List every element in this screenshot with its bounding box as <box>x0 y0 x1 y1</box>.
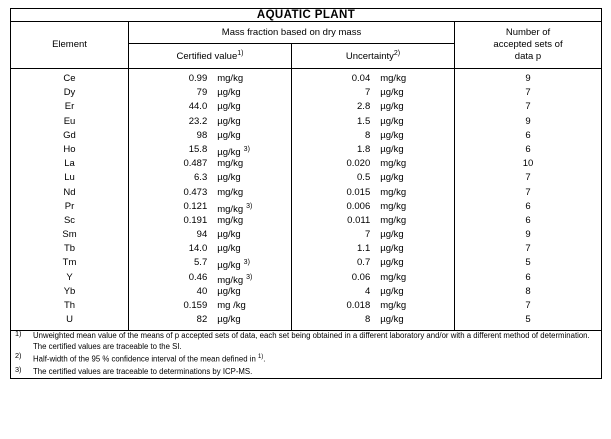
element-symbol: Lu <box>64 172 75 184</box>
uncertainty-cell <box>292 256 454 270</box>
footnote-item <box>11 364 601 378</box>
certified-value-number: 23.2 <box>188 115 208 127</box>
element-symbol: Dy <box>63 87 76 99</box>
uncertainty-unit: µg/kg <box>380 172 404 184</box>
element-symbol: Sc <box>63 214 76 226</box>
certified-value-number: 94 <box>196 229 208 241</box>
certified-value-cell <box>129 285 291 299</box>
element-symbol: Pr <box>64 200 75 212</box>
uncertainty-footnote-ref: 2) <box>393 49 401 57</box>
certified-value-number: 0.487 <box>183 158 208 170</box>
accepted-sets-count: 7 <box>525 87 531 99</box>
certified-value-number: 5.7 <box>194 257 208 269</box>
footnote-marker: 3) <box>15 364 22 374</box>
uncertainty-cell <box>292 143 454 157</box>
uncertainty-number: 1.5 <box>357 115 371 127</box>
certified-value-number: 40 <box>196 285 208 297</box>
uncertainty-number: 4 <box>364 285 371 297</box>
uncertainty-number: 2.8 <box>357 101 371 113</box>
certified-value-number: 0.159 <box>183 300 208 311</box>
uncertainty-cell <box>292 186 454 200</box>
uncertainty-number: 0.011 <box>347 214 371 226</box>
certified-value-unit: mg/kg $^{3)}$ <box>217 202 253 215</box>
element-symbol: Yb <box>63 285 76 297</box>
uncertainty-cell <box>292 214 454 228</box>
certified-value-list <box>129 72 291 327</box>
accepted-sets-count: 8 <box>525 285 531 297</box>
uncertainty-unit: µg/kg <box>380 87 404 99</box>
uncertainty-unit: mg/kg <box>380 300 407 311</box>
data-body-row <box>11 69 602 331</box>
uncertainty-number: 7 <box>364 87 371 99</box>
uncertainty-number: 1.8 <box>357 143 371 155</box>
certified-value-unit: µg/kg <box>217 115 241 127</box>
accepted-sets-count: 7 <box>525 101 531 113</box>
certified-value-cell <box>129 100 291 114</box>
certified-value-number: 0.99 <box>188 73 208 84</box>
uncertainty-cell <box>292 313 454 327</box>
certified-value-cell <box>129 256 291 270</box>
element-list <box>11 72 128 327</box>
certified-value-cell <box>129 86 291 100</box>
certified-value-number: 15.8 <box>188 143 208 155</box>
uncertainty-unit: µg/kg <box>380 115 404 127</box>
footnote-text: The certified values are traceable to determinations by ICP-MS. <box>33 366 253 376</box>
accepted-sets-count: 5 <box>525 257 531 269</box>
accepted-sets-count: 7 <box>525 186 531 198</box>
uncertainty-unit: mg/kg <box>380 271 407 283</box>
certified-value-unit: µg/kg <box>217 285 241 297</box>
certified-value-unit: mg/kg $^{3)}$ <box>217 273 253 286</box>
uncertainty-unit: mg/kg <box>380 73 407 84</box>
number-accepted-line3: data p <box>514 50 542 62</box>
uncertainty-unit: mg/kg <box>380 214 407 226</box>
element-symbol: Er <box>64 101 75 113</box>
certified-value-unit: µg/kg <box>217 243 241 255</box>
certified-value-cell <box>129 186 291 200</box>
element-symbol: Eu <box>63 115 76 127</box>
uncertainty-cell <box>292 228 454 242</box>
value-footnote-ref: 3) <box>243 259 250 267</box>
uncertainty-number: 0.7 <box>357 257 371 269</box>
uncertainty-number: 0.018 <box>346 300 371 311</box>
element-symbol: Gd <box>63 129 76 141</box>
certified-value-unit: µg/kg <box>217 129 241 141</box>
accepted-sets-count: 6 <box>525 214 531 226</box>
column-header-mass-fraction: Mass fraction based on dry mass <box>129 22 455 44</box>
accepted-sets-count: 6 <box>525 129 531 141</box>
certified-value-label: Certified value <box>176 50 238 62</box>
element-symbol: Sm <box>62 229 77 241</box>
certified-value-cell <box>129 157 291 171</box>
column-header-number-accepted <box>455 22 602 69</box>
certified-value-number: 6.3 <box>194 172 208 184</box>
accepted-sets-count: 7 <box>525 243 531 255</box>
certified-value-cell <box>129 299 291 313</box>
certified-value-number: 44.0 <box>188 101 208 113</box>
certified-value-unit: mg/kg <box>217 186 244 198</box>
uncertainty-cell <box>292 100 454 114</box>
uncertainty-unit: µg/kg <box>380 257 404 269</box>
uncertainty-unit: µg/kg <box>380 314 404 326</box>
certified-value-column <box>129 69 292 331</box>
certified-value-cell <box>129 271 291 285</box>
uncertainty-number: 0.015 <box>346 186 371 198</box>
certified-value-footnote-ref: 1) <box>237 49 244 57</box>
accepted-sets-count: 10 <box>522 158 534 170</box>
uncertainty-cell <box>292 271 454 285</box>
element-symbol: U <box>66 314 73 326</box>
uncertainty-unit: µg/kg <box>380 243 404 255</box>
uncertainty-number: 0.04 <box>351 73 371 84</box>
element-symbol: Tm <box>62 257 77 269</box>
footnotes <box>11 331 602 379</box>
element-column <box>11 69 129 331</box>
certified-value-number: 0.473 <box>183 186 208 198</box>
element-symbol: Y <box>66 271 73 283</box>
certified-value-unit: µg/kg <box>217 172 241 184</box>
column-header-uncertainty <box>292 44 455 69</box>
header-row-1 <box>11 22 602 44</box>
uncertainty-cell <box>292 72 454 86</box>
uncertainty-cell <box>292 115 454 129</box>
certified-value-unit: µg/kg <box>217 101 241 113</box>
certified-value-cell <box>129 214 291 228</box>
accepted-sets-count: 7 <box>525 300 531 311</box>
uncertainty-unit: µg/kg <box>380 129 404 141</box>
number-accepted-column <box>455 69 602 331</box>
uncertainty-number: 7 <box>364 229 371 241</box>
element-symbol: Ho <box>63 143 76 155</box>
certified-values-table <box>10 8 602 379</box>
uncertainty-column <box>292 69 455 331</box>
uncertainty-label: Uncertainty <box>345 50 394 62</box>
uncertainty-cell <box>292 86 454 100</box>
certified-value-cell <box>129 200 291 214</box>
footnote-inline-ref: 1) <box>257 354 264 361</box>
uncertainty-unit: mg/kg <box>380 200 407 212</box>
certified-value-unit: mg/kg <box>217 158 244 170</box>
uncertainty-number: 0.5 <box>357 172 371 184</box>
certified-value-unit: mg /kg <box>217 300 246 311</box>
element-symbol: Nd <box>63 186 76 198</box>
footnote-marker: 1) <box>15 329 22 339</box>
footnote-item <box>11 353 601 365</box>
accepted-sets-count: 9 <box>525 229 531 241</box>
certified-value-unit: µg/kg <box>217 229 241 241</box>
title-row <box>11 9 602 22</box>
accepted-sets-count: 7 <box>525 172 531 184</box>
certified-value-unit: mg/kg <box>217 73 244 84</box>
accepted-sets-count: 6 <box>525 200 531 212</box>
number-accepted-list <box>455 72 601 327</box>
certified-value-number: 98 <box>196 129 208 141</box>
uncertainty-unit: mg/kg <box>380 158 407 170</box>
certified-value-cell <box>129 228 291 242</box>
uncertainty-cell <box>292 157 454 171</box>
certified-value-unit: mg/kg <box>217 214 244 226</box>
accepted-sets-count: 5 <box>525 314 531 326</box>
uncertainty-unit: mg/kg <box>380 186 407 198</box>
uncertainty-list <box>292 72 454 327</box>
certified-value-number: 0.121 <box>183 200 208 212</box>
uncertainty-cell <box>292 299 454 313</box>
footnote-text: Half-width of the 95 % confidence interval of the mean defined in $^{1)}$. <box>33 354 266 364</box>
uncertainty-cell <box>292 242 454 256</box>
page-title: AQUATIC PLANT <box>11 9 602 22</box>
element-symbol: Ce <box>63 73 76 84</box>
certified-value-cell <box>129 242 291 256</box>
value-footnote-ref: 3) <box>246 273 253 281</box>
number-accepted-line1: Number of <box>505 27 551 39</box>
certified-value-number: 82 <box>196 314 208 326</box>
uncertainty-unit: µg/kg <box>380 143 404 155</box>
uncertainty-number: 0.006 <box>346 200 371 212</box>
number-accepted-line2: accepted sets of <box>493 39 563 51</box>
uncertainty-number: 8 <box>364 129 371 141</box>
uncertainty-number: 0.020 <box>346 158 371 170</box>
certified-value-number: 79 <box>196 87 208 99</box>
footnote-text: Unweighted mean value of the means of p accepted sets of data, each set being obtained in a different laboratory and/or with a different method of determination. The certified values are traceable to the SI. <box>33 331 590 351</box>
column-header-element: Element <box>11 22 129 69</box>
uncertainty-number: 1.1 <box>357 243 371 255</box>
element-symbol: Tb <box>63 243 76 255</box>
uncertainty-unit: µg/kg <box>380 285 404 297</box>
certified-value-number: 0.191 <box>183 214 208 226</box>
accepted-sets-count: 6 <box>525 143 531 155</box>
column-header-certified-value <box>129 44 292 69</box>
certified-value-cell <box>129 115 291 129</box>
certified-value-cell <box>129 72 291 86</box>
certified-value-cell <box>129 313 291 327</box>
uncertainty-cell <box>292 171 454 185</box>
certified-value-unit: µg/kg <box>217 87 241 99</box>
certified-value-unit: µg/kg <box>217 314 241 326</box>
certified-value-cell <box>129 129 291 143</box>
value-footnote-ref: 3) <box>243 145 250 153</box>
certified-value-cell <box>129 143 291 157</box>
element-symbol: La <box>64 158 75 170</box>
certified-value-cell <box>129 171 291 185</box>
uncertainty-cell <box>292 200 454 214</box>
certified-value-number: 14.0 <box>188 243 208 255</box>
accepted-sets-count: 9 <box>525 73 531 84</box>
uncertainty-number: 0.06 <box>351 271 371 283</box>
certified-value-number: 0.46 <box>188 271 208 283</box>
footnote-item <box>11 331 601 352</box>
uncertainty-unit: µg/kg <box>380 229 404 241</box>
uncertainty-cell <box>292 285 454 299</box>
element-symbol: Th <box>63 300 76 311</box>
uncertainty-number: 8 <box>364 314 371 326</box>
footnotes-row <box>11 331 602 379</box>
certified-value-unit: µg/kg $^{3)}$ <box>217 259 250 272</box>
uncertainty-cell <box>292 129 454 143</box>
certified-value-unit: µg/kg $^{3)}$ <box>217 145 250 159</box>
value-footnote-ref: 3) <box>246 202 253 210</box>
footnote-marker: 2) <box>15 351 22 361</box>
accepted-sets-count: 9 <box>525 115 531 127</box>
uncertainty-unit: µg/kg <box>380 101 404 113</box>
accepted-sets-count: 6 <box>525 271 531 283</box>
